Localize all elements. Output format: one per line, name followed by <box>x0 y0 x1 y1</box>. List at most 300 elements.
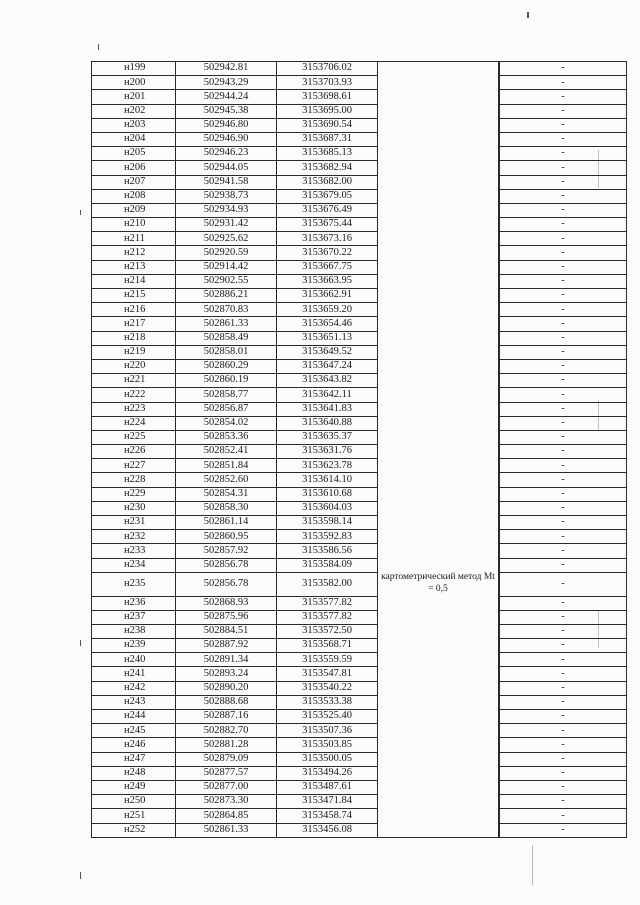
x-coordinate-cell: 502943.29 <box>176 76 277 90</box>
table-row <box>92 90 627 104</box>
x-coordinate-cell: 502945.38 <box>176 104 277 118</box>
point-cell: н224 <box>92 416 176 430</box>
y-coordinate-cell: 3153540.22 <box>277 681 378 695</box>
x-coordinate-cell: 502944.05 <box>176 161 277 175</box>
x-coordinate-cell: 502886.21 <box>176 289 277 303</box>
method-cell <box>378 317 499 331</box>
table-row <box>92 303 627 317</box>
table-row <box>92 459 627 473</box>
table-row <box>92 430 627 444</box>
point-cell: н240 <box>92 653 176 667</box>
table-row <box>92 695 627 709</box>
y-coordinate-cell: 3153547.81 <box>277 667 378 681</box>
y-coordinate-cell: 3153654.46 <box>277 317 378 331</box>
accuracy-cell: - <box>500 710 627 724</box>
method-cell <box>378 624 499 638</box>
table-row <box>92 809 627 823</box>
accuracy-cell: - <box>500 175 627 189</box>
method-cell <box>378 809 499 823</box>
point-cell: н213 <box>92 260 176 274</box>
x-coordinate-cell: 502944.24 <box>176 90 277 104</box>
accuracy-cell: - <box>500 752 627 766</box>
table-row <box>92 289 627 303</box>
y-coordinate-cell: 3153647.24 <box>277 359 378 373</box>
scan-mark <box>598 150 599 188</box>
accuracy-cell: - <box>500 487 627 501</box>
method-cell <box>378 695 499 709</box>
x-coordinate-cell: 502946.90 <box>176 132 277 146</box>
method-cell <box>378 147 499 161</box>
scan-mark <box>98 44 99 50</box>
table-row <box>92 345 627 359</box>
y-coordinate-cell: 3153586.56 <box>277 544 378 558</box>
method-cell <box>378 374 499 388</box>
y-coordinate-cell: 3153673.16 <box>277 232 378 246</box>
method-cell <box>378 345 499 359</box>
x-coordinate-cell: 502861.33 <box>176 317 277 331</box>
accuracy-cell: - <box>500 459 627 473</box>
y-coordinate-cell: 3153670.22 <box>277 246 378 260</box>
point-cell: н200 <box>92 76 176 90</box>
accuracy-cell: - <box>500 132 627 146</box>
accuracy-cell: - <box>500 90 627 104</box>
accuracy-cell: - <box>500 274 627 288</box>
method-cell <box>378 516 499 530</box>
x-coordinate-cell: 502890.20 <box>176 681 277 695</box>
y-coordinate-cell: 3153487.61 <box>277 780 378 794</box>
point-cell: н222 <box>92 388 176 402</box>
accuracy-cell: - <box>500 639 627 653</box>
x-coordinate-cell: 502861.14 <box>176 516 277 530</box>
table-row <box>92 667 627 681</box>
x-coordinate-cell: 502853.36 <box>176 430 277 444</box>
point-cell: н249 <box>92 780 176 794</box>
accuracy-cell: - <box>500 766 627 780</box>
y-coordinate-cell: 3153577.82 <box>277 610 378 624</box>
accuracy-cell: - <box>500 203 627 217</box>
point-cell: н215 <box>92 289 176 303</box>
method-cell <box>378 260 499 274</box>
method-cell <box>378 76 499 90</box>
method-cell <box>378 544 499 558</box>
point-cell: н220 <box>92 359 176 373</box>
y-coordinate-cell: 3153695.00 <box>277 104 378 118</box>
x-coordinate-cell: 502860.95 <box>176 530 277 544</box>
y-coordinate-cell: 3153649.52 <box>277 345 378 359</box>
point-cell: н235 <box>92 572 176 596</box>
method-cell <box>378 232 499 246</box>
point-cell: н227 <box>92 459 176 473</box>
point-cell: н219 <box>92 345 176 359</box>
table-row <box>92 473 627 487</box>
table-row <box>92 317 627 331</box>
table-row <box>92 331 627 345</box>
point-cell: н229 <box>92 487 176 501</box>
accuracy-cell: - <box>500 430 627 444</box>
scan-mark <box>598 400 599 430</box>
y-coordinate-cell: 3153651.13 <box>277 331 378 345</box>
method-cell: картометрический метод Mt = 0,5 <box>378 572 499 596</box>
table-row <box>92 724 627 738</box>
table-row <box>92 104 627 118</box>
table-row <box>92 132 627 146</box>
x-coordinate-cell: 502882.70 <box>176 724 277 738</box>
accuracy-cell: - <box>500 823 627 837</box>
accuracy-cell: - <box>500 544 627 558</box>
accuracy-cell: - <box>500 76 627 90</box>
point-cell: н223 <box>92 402 176 416</box>
table-row <box>92 76 627 90</box>
method-cell <box>378 246 499 260</box>
scan-mark <box>80 640 81 646</box>
accuracy-cell: - <box>500 558 627 572</box>
point-cell: н244 <box>92 710 176 724</box>
method-cell <box>378 189 499 203</box>
x-coordinate-cell: 502870.83 <box>176 303 277 317</box>
method-cell <box>378 752 499 766</box>
accuracy-cell: - <box>500 695 627 709</box>
method-cell <box>378 388 499 402</box>
method-cell <box>378 416 499 430</box>
table-row <box>92 374 627 388</box>
x-coordinate-cell: 502934.93 <box>176 203 277 217</box>
x-coordinate-cell: 502914.42 <box>176 260 277 274</box>
table-row <box>92 823 627 837</box>
x-coordinate-cell: 502877.57 <box>176 766 277 780</box>
x-coordinate-cell: 502891.34 <box>176 653 277 667</box>
point-cell: н236 <box>92 596 176 610</box>
point-cell: н245 <box>92 724 176 738</box>
table-row <box>92 653 627 667</box>
x-coordinate-cell: 502920.59 <box>176 246 277 260</box>
method-cell <box>378 175 499 189</box>
accuracy-cell: - <box>500 317 627 331</box>
method-cell <box>378 473 499 487</box>
y-coordinate-cell: 3153642.11 <box>277 388 378 402</box>
method-cell <box>378 681 499 695</box>
accuracy-cell: - <box>500 374 627 388</box>
table-row <box>92 501 627 515</box>
point-cell: н246 <box>92 738 176 752</box>
x-coordinate-cell: 502856.78 <box>176 572 277 596</box>
method-cell <box>378 104 499 118</box>
method-cell <box>378 90 499 104</box>
method-cell <box>378 118 499 132</box>
scan-mark <box>527 12 529 18</box>
x-coordinate-cell: 502946.23 <box>176 147 277 161</box>
accuracy-cell: - <box>500 118 627 132</box>
method-cell <box>378 459 499 473</box>
table-row <box>92 610 627 624</box>
accuracy-cell: - <box>500 161 627 175</box>
x-coordinate-cell: 502858.30 <box>176 501 277 515</box>
x-coordinate-cell: 502879.09 <box>176 752 277 766</box>
y-coordinate-cell: 3153559.59 <box>277 653 378 667</box>
method-cell <box>378 487 499 501</box>
x-coordinate-cell: 502946.80 <box>176 118 277 132</box>
x-coordinate-cell: 502893.24 <box>176 667 277 681</box>
y-coordinate-cell: 3153706.02 <box>277 62 378 76</box>
point-cell: н210 <box>92 218 176 232</box>
point-cell: н218 <box>92 331 176 345</box>
x-coordinate-cell: 502854.31 <box>176 487 277 501</box>
point-cell: н238 <box>92 624 176 638</box>
accuracy-cell: - <box>500 809 627 823</box>
x-coordinate-cell: 502856.78 <box>176 558 277 572</box>
table-row <box>92 487 627 501</box>
accuracy-cell: - <box>500 359 627 373</box>
point-cell: н242 <box>92 681 176 695</box>
y-coordinate-cell: 3153667.75 <box>277 260 378 274</box>
accuracy-cell: - <box>500 572 627 596</box>
method-cell <box>378 667 499 681</box>
table-row <box>92 416 627 430</box>
point-cell: н243 <box>92 695 176 709</box>
point-cell: н226 <box>92 445 176 459</box>
method-cell <box>378 203 499 217</box>
method-cell <box>378 218 499 232</box>
table-row <box>92 639 627 653</box>
table-row <box>92 558 627 572</box>
coordinates-table-body <box>92 62 627 838</box>
y-coordinate-cell: 3153456.08 <box>277 823 378 837</box>
point-cell: н248 <box>92 766 176 780</box>
table-row <box>92 175 627 189</box>
y-coordinate-cell: 3153662.91 <box>277 289 378 303</box>
accuracy-cell: - <box>500 62 627 76</box>
x-coordinate-cell: 502942.81 <box>176 62 277 76</box>
x-coordinate-cell: 502852.60 <box>176 473 277 487</box>
y-coordinate-cell: 3153577.82 <box>277 596 378 610</box>
point-cell: н247 <box>92 752 176 766</box>
y-coordinate-cell: 3153503.85 <box>277 738 378 752</box>
accuracy-cell: - <box>500 303 627 317</box>
point-cell: н252 <box>92 823 176 837</box>
point-cell: н250 <box>92 795 176 809</box>
point-cell: н239 <box>92 639 176 653</box>
table-row <box>92 572 627 596</box>
scan-mark <box>80 872 81 879</box>
point-cell: н251 <box>92 809 176 823</box>
point-cell: н199 <box>92 62 176 76</box>
method-cell <box>378 303 499 317</box>
y-coordinate-cell: 3153643.82 <box>277 374 378 388</box>
method-cell <box>378 724 499 738</box>
accuracy-cell: - <box>500 260 627 274</box>
table-row <box>92 274 627 288</box>
x-coordinate-cell: 502925.62 <box>176 232 277 246</box>
table-row <box>92 232 627 246</box>
table-row <box>92 710 627 724</box>
method-cell <box>378 274 499 288</box>
y-coordinate-cell: 3153682.00 <box>277 175 378 189</box>
table-row <box>92 246 627 260</box>
accuracy-cell: - <box>500 516 627 530</box>
y-coordinate-cell: 3153623.78 <box>277 459 378 473</box>
y-coordinate-cell: 3153568.71 <box>277 639 378 653</box>
y-coordinate-cell: 3153533.38 <box>277 695 378 709</box>
point-cell: н231 <box>92 516 176 530</box>
accuracy-cell: - <box>500 289 627 303</box>
accuracy-cell: - <box>500 610 627 624</box>
x-coordinate-cell: 502873.30 <box>176 795 277 809</box>
accuracy-cell: - <box>500 473 627 487</box>
accuracy-cell: - <box>500 738 627 752</box>
accuracy-cell: - <box>500 596 627 610</box>
point-cell: н237 <box>92 610 176 624</box>
y-coordinate-cell: 3153584.09 <box>277 558 378 572</box>
x-coordinate-cell: 502858.49 <box>176 331 277 345</box>
x-coordinate-cell: 502884.51 <box>176 624 277 638</box>
y-coordinate-cell: 3153598.14 <box>277 516 378 530</box>
accuracy-cell: - <box>500 724 627 738</box>
y-coordinate-cell: 3153458.74 <box>277 809 378 823</box>
method-cell <box>378 501 499 515</box>
x-coordinate-cell: 502868.93 <box>176 596 277 610</box>
point-cell: н206 <box>92 161 176 175</box>
table-row <box>92 388 627 402</box>
point-cell: н221 <box>92 374 176 388</box>
point-cell: н209 <box>92 203 176 217</box>
method-cell <box>378 653 499 667</box>
method-cell <box>378 610 499 624</box>
accuracy-cell: - <box>500 416 627 430</box>
table-row <box>92 260 627 274</box>
method-cell <box>378 161 499 175</box>
table-row <box>92 766 627 780</box>
accuracy-cell: - <box>500 189 627 203</box>
table-row <box>92 402 627 416</box>
method-cell <box>378 132 499 146</box>
point-cell: н204 <box>92 132 176 146</box>
method-cell <box>378 639 499 653</box>
table-row <box>92 359 627 373</box>
y-coordinate-cell: 3153675.44 <box>277 218 378 232</box>
x-coordinate-cell: 502858.01 <box>176 345 277 359</box>
table-row <box>92 596 627 610</box>
y-coordinate-cell: 3153640.88 <box>277 416 378 430</box>
table-row <box>92 218 627 232</box>
y-coordinate-cell: 3153659.20 <box>277 303 378 317</box>
table-row <box>92 118 627 132</box>
table-row <box>92 624 627 638</box>
x-coordinate-cell: 502864.85 <box>176 809 277 823</box>
accuracy-cell: - <box>500 246 627 260</box>
x-coordinate-cell: 502860.29 <box>176 359 277 373</box>
point-cell: н241 <box>92 667 176 681</box>
accuracy-cell: - <box>500 795 627 809</box>
point-cell: н202 <box>92 104 176 118</box>
point-cell: н207 <box>92 175 176 189</box>
table-row <box>92 795 627 809</box>
table-row <box>92 445 627 459</box>
method-cell <box>378 823 499 837</box>
x-coordinate-cell: 502888.68 <box>176 695 277 709</box>
method-cell <box>378 445 499 459</box>
point-cell: н208 <box>92 189 176 203</box>
x-coordinate-cell: 502941.58 <box>176 175 277 189</box>
scan-mark <box>598 610 599 648</box>
accuracy-cell: - <box>500 388 627 402</box>
method-cell <box>378 795 499 809</box>
method-cell <box>378 402 499 416</box>
point-cell: н216 <box>92 303 176 317</box>
method-cell <box>378 289 499 303</box>
accuracy-cell: - <box>500 501 627 515</box>
y-coordinate-cell: 3153676.49 <box>277 203 378 217</box>
y-coordinate-cell: 3153690.54 <box>277 118 378 132</box>
x-coordinate-cell: 502887.16 <box>176 710 277 724</box>
accuracy-cell: - <box>500 780 627 794</box>
table-row <box>92 147 627 161</box>
y-coordinate-cell: 3153641.83 <box>277 402 378 416</box>
y-coordinate-cell: 3153572.50 <box>277 624 378 638</box>
point-cell: н233 <box>92 544 176 558</box>
table-row <box>92 516 627 530</box>
x-coordinate-cell: 502857.92 <box>176 544 277 558</box>
accuracy-cell: - <box>500 530 627 544</box>
accuracy-cell: - <box>500 331 627 345</box>
y-coordinate-cell: 3153471.84 <box>277 795 378 809</box>
y-coordinate-cell: 3153614.10 <box>277 473 378 487</box>
table-row <box>92 780 627 794</box>
accuracy-cell: - <box>500 445 627 459</box>
x-coordinate-cell: 502877.00 <box>176 780 277 794</box>
y-coordinate-cell: 3153679.05 <box>277 189 378 203</box>
x-coordinate-cell: 502856.87 <box>176 402 277 416</box>
method-cell <box>378 738 499 752</box>
point-cell: н201 <box>92 90 176 104</box>
y-coordinate-cell: 3153698.61 <box>277 90 378 104</box>
y-coordinate-cell: 3153582.00 <box>277 572 378 596</box>
accuracy-cell: - <box>500 104 627 118</box>
accuracy-cell: - <box>500 232 627 246</box>
y-coordinate-cell: 3153507.36 <box>277 724 378 738</box>
y-coordinate-cell: 3153635.37 <box>277 430 378 444</box>
y-coordinate-cell: 3153525.40 <box>277 710 378 724</box>
x-coordinate-cell: 502887.92 <box>176 639 277 653</box>
point-cell: н234 <box>92 558 176 572</box>
x-coordinate-cell: 502902.55 <box>176 274 277 288</box>
x-coordinate-cell: 502860.19 <box>176 374 277 388</box>
y-coordinate-cell: 3153604.03 <box>277 501 378 515</box>
table-row <box>92 681 627 695</box>
accuracy-cell: - <box>500 653 627 667</box>
table-row <box>92 530 627 544</box>
method-cell <box>378 710 499 724</box>
table-row <box>92 544 627 558</box>
y-coordinate-cell: 3153494.26 <box>277 766 378 780</box>
table-row <box>92 189 627 203</box>
accuracy-cell: - <box>500 345 627 359</box>
accuracy-cell: - <box>500 402 627 416</box>
y-coordinate-cell: 3153663.95 <box>277 274 378 288</box>
accuracy-cell: - <box>500 624 627 638</box>
method-cell <box>378 596 499 610</box>
y-coordinate-cell: 3153592.83 <box>277 530 378 544</box>
coordinates-table <box>91 61 627 838</box>
y-coordinate-cell: 3153500.05 <box>277 752 378 766</box>
point-cell: н211 <box>92 232 176 246</box>
y-coordinate-cell: 3153610.68 <box>277 487 378 501</box>
point-cell: н205 <box>92 147 176 161</box>
point-cell: н228 <box>92 473 176 487</box>
table-row <box>92 752 627 766</box>
accuracy-cell: - <box>500 681 627 695</box>
point-cell: н230 <box>92 501 176 515</box>
x-coordinate-cell: 502931.42 <box>176 218 277 232</box>
table-row <box>92 203 627 217</box>
